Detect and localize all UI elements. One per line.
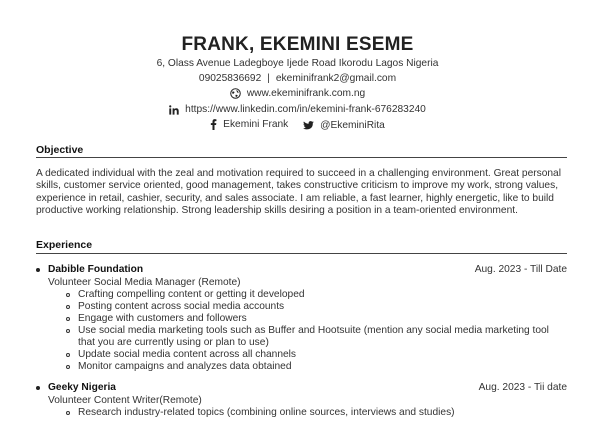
candidate-name: FRANK, EKEMINI ESEME xyxy=(181,34,414,55)
experience-heading: Experience xyxy=(36,239,93,251)
objective-heading: Objective xyxy=(36,144,84,156)
twitter-handle[interactable]: @EkeminiRita xyxy=(320,120,385,131)
task-list xyxy=(36,407,567,419)
task-item: Monitor campaigns and analyzes data obtained xyxy=(66,361,567,373)
website-line xyxy=(0,88,595,102)
linkedin-link[interactable]: https://www.linkedin.com/in/ekemini-frank-676283240 xyxy=(185,104,426,115)
company-name: Dabible Foundation xyxy=(48,264,144,275)
job-entry xyxy=(36,382,567,419)
task-item: Crafting compelling content or getting it developed xyxy=(66,289,567,301)
task-list xyxy=(36,289,567,373)
website-link[interactable]: www.ekeminifrank.com.ng xyxy=(246,88,366,99)
twitter-icon xyxy=(303,121,314,130)
objective-text: A dedicated individual with the zeal and motivation required to succeed in a challenging environment. Great personal skills, customer service oriented, good management, takes constructive criticism to improve my work, strong values, experience in retail, cashier, security, and sales associate. I am reliable, a fast learner, highly energetic, like to build productive working relationship. Strong leadership skills desiring a position in a team-oriented environment. xyxy=(36,168,561,216)
task-item: Posting content across social media accounts xyxy=(66,301,567,313)
task-item: Update social media content across all channels xyxy=(66,349,567,361)
facebook-handle[interactable]: Ekemini Frank xyxy=(223,119,289,130)
experience-divider xyxy=(36,253,567,254)
job-bullet xyxy=(36,386,40,390)
social-line xyxy=(0,119,595,133)
globe-icon xyxy=(230,88,241,99)
contact-separator: | xyxy=(267,73,270,84)
job-date: Aug. 2023 - Till Date xyxy=(474,264,567,275)
job-entry xyxy=(36,264,567,373)
job-bullet xyxy=(36,268,40,272)
job-role: Volunteer Social Media Manager (Remote) xyxy=(48,277,241,288)
linkedin-icon xyxy=(169,105,179,115)
company-name: Geeky Nigeria xyxy=(48,382,116,393)
linkedin-line xyxy=(0,104,595,118)
contact-line xyxy=(0,73,595,84)
email-link[interactable]: ekeminifrank2@gmail.com xyxy=(275,73,397,84)
phone-number: 09025836692 xyxy=(198,73,262,84)
job-role: Volunteer Content Writer(Remote) xyxy=(48,395,202,406)
task-item: Use social media marketing tools such as Buffer and Hootsuite (mention any social media marketing tool that you are currently using or plan to use) xyxy=(66,325,567,349)
task-item: Engage with customers and followers xyxy=(66,313,567,325)
task-item: Research industry-related topics (combining online sources, interviews and studies) xyxy=(66,407,567,419)
job-date: Aug. 2023 - Tii date xyxy=(478,382,567,393)
facebook-icon xyxy=(210,119,217,130)
objective-divider xyxy=(36,157,567,158)
address-line: 6, Olass Avenue Ladegboye Ijede Road Ikorodu Lagos Nigeria xyxy=(156,58,439,69)
